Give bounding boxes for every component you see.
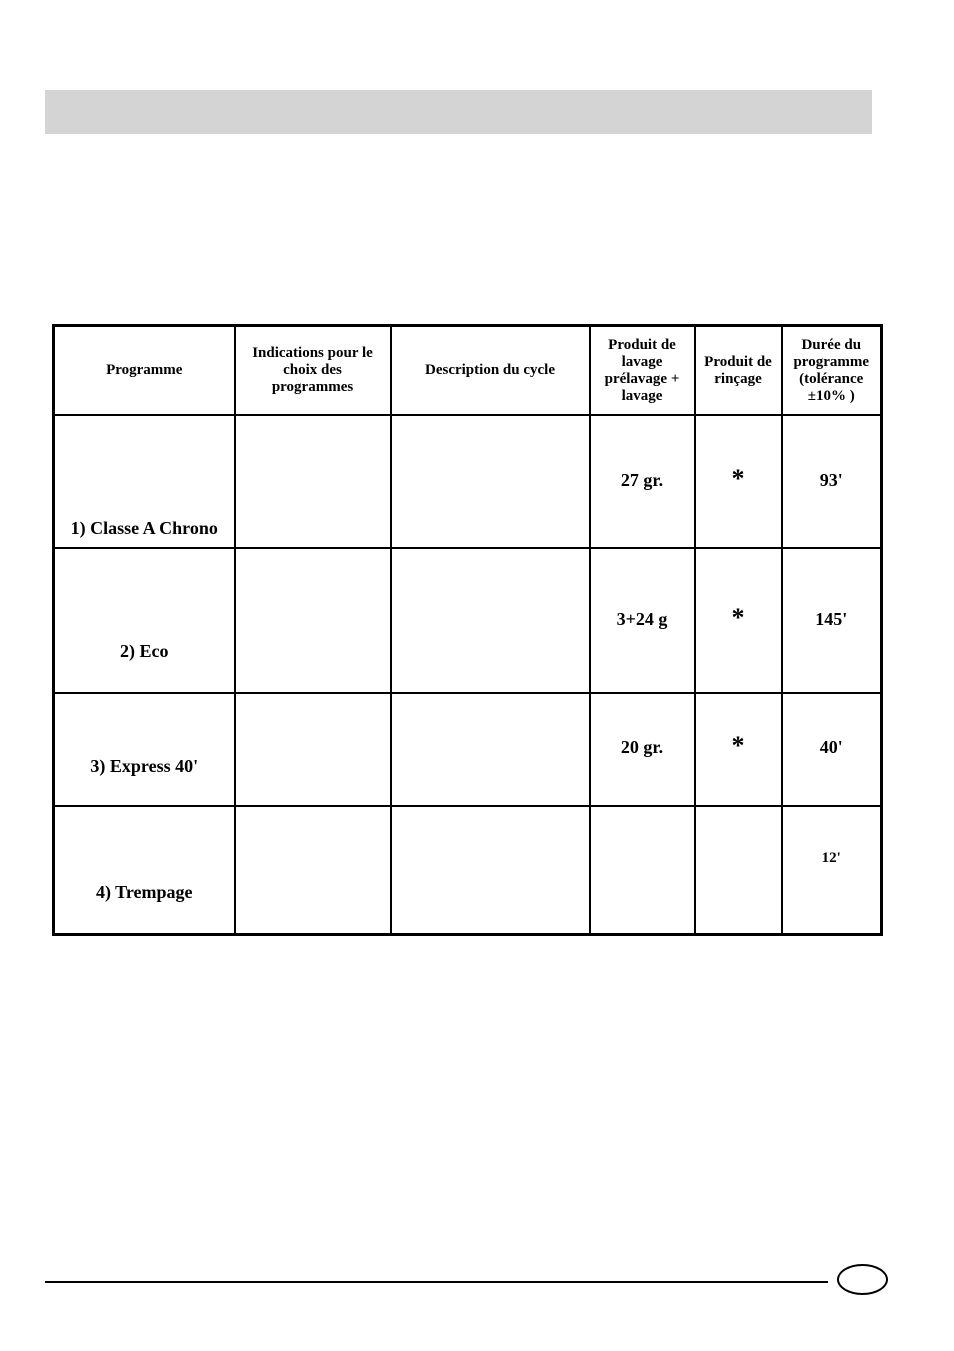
duree-cell: 40' [782, 693, 882, 806]
description-cell [391, 548, 590, 693]
duree-cell: 12' [782, 806, 882, 934]
produit-lavage-cell: 3+24 g [590, 548, 695, 693]
rincage-cell [695, 806, 782, 934]
header-indications: Indications pour le choix des programmes [235, 326, 391, 416]
indications-cell [235, 806, 391, 934]
footer-rule [45, 1281, 828, 1283]
produit-lavage-cell [590, 806, 695, 934]
description-cell [391, 806, 590, 934]
header-programme: Programme [54, 326, 235, 416]
duree-cell: 93' [782, 415, 882, 548]
header-produit-rincage: Produit de rinçage [695, 326, 782, 416]
description-cell [391, 693, 590, 806]
indications-cell [235, 548, 391, 693]
header-produit-lavage: Produit de lavage prélavage + lavage [590, 326, 695, 416]
produit-lavage-cell: 20 gr. [590, 693, 695, 806]
rincage-cell: * [695, 415, 782, 548]
header-duree: Durée du programme (tolérance ±10% ) [782, 326, 882, 416]
programme-cell: 1) Classe A Chrono [54, 415, 235, 548]
programme-cell: 3) Express 40' [54, 693, 235, 806]
rincage-cell: * [695, 548, 782, 693]
programme-cell: 2) Eco [54, 548, 235, 693]
table-row [54, 693, 882, 806]
description-cell [391, 415, 590, 548]
programme-cell: 4) Trempage [54, 806, 235, 934]
header-description: Description du cycle [391, 326, 590, 416]
indications-cell [235, 693, 391, 806]
table-row [54, 415, 882, 548]
programmes-table [52, 324, 883, 936]
rincage-cell: * [695, 693, 782, 806]
header-band [45, 90, 872, 134]
table-row [54, 806, 882, 934]
page-number-oval [837, 1264, 888, 1295]
indications-cell [235, 415, 391, 548]
produit-lavage-cell: 27 gr. [590, 415, 695, 548]
table-header-row [54, 326, 882, 416]
table-row [54, 548, 882, 693]
duree-cell: 145' [782, 548, 882, 693]
